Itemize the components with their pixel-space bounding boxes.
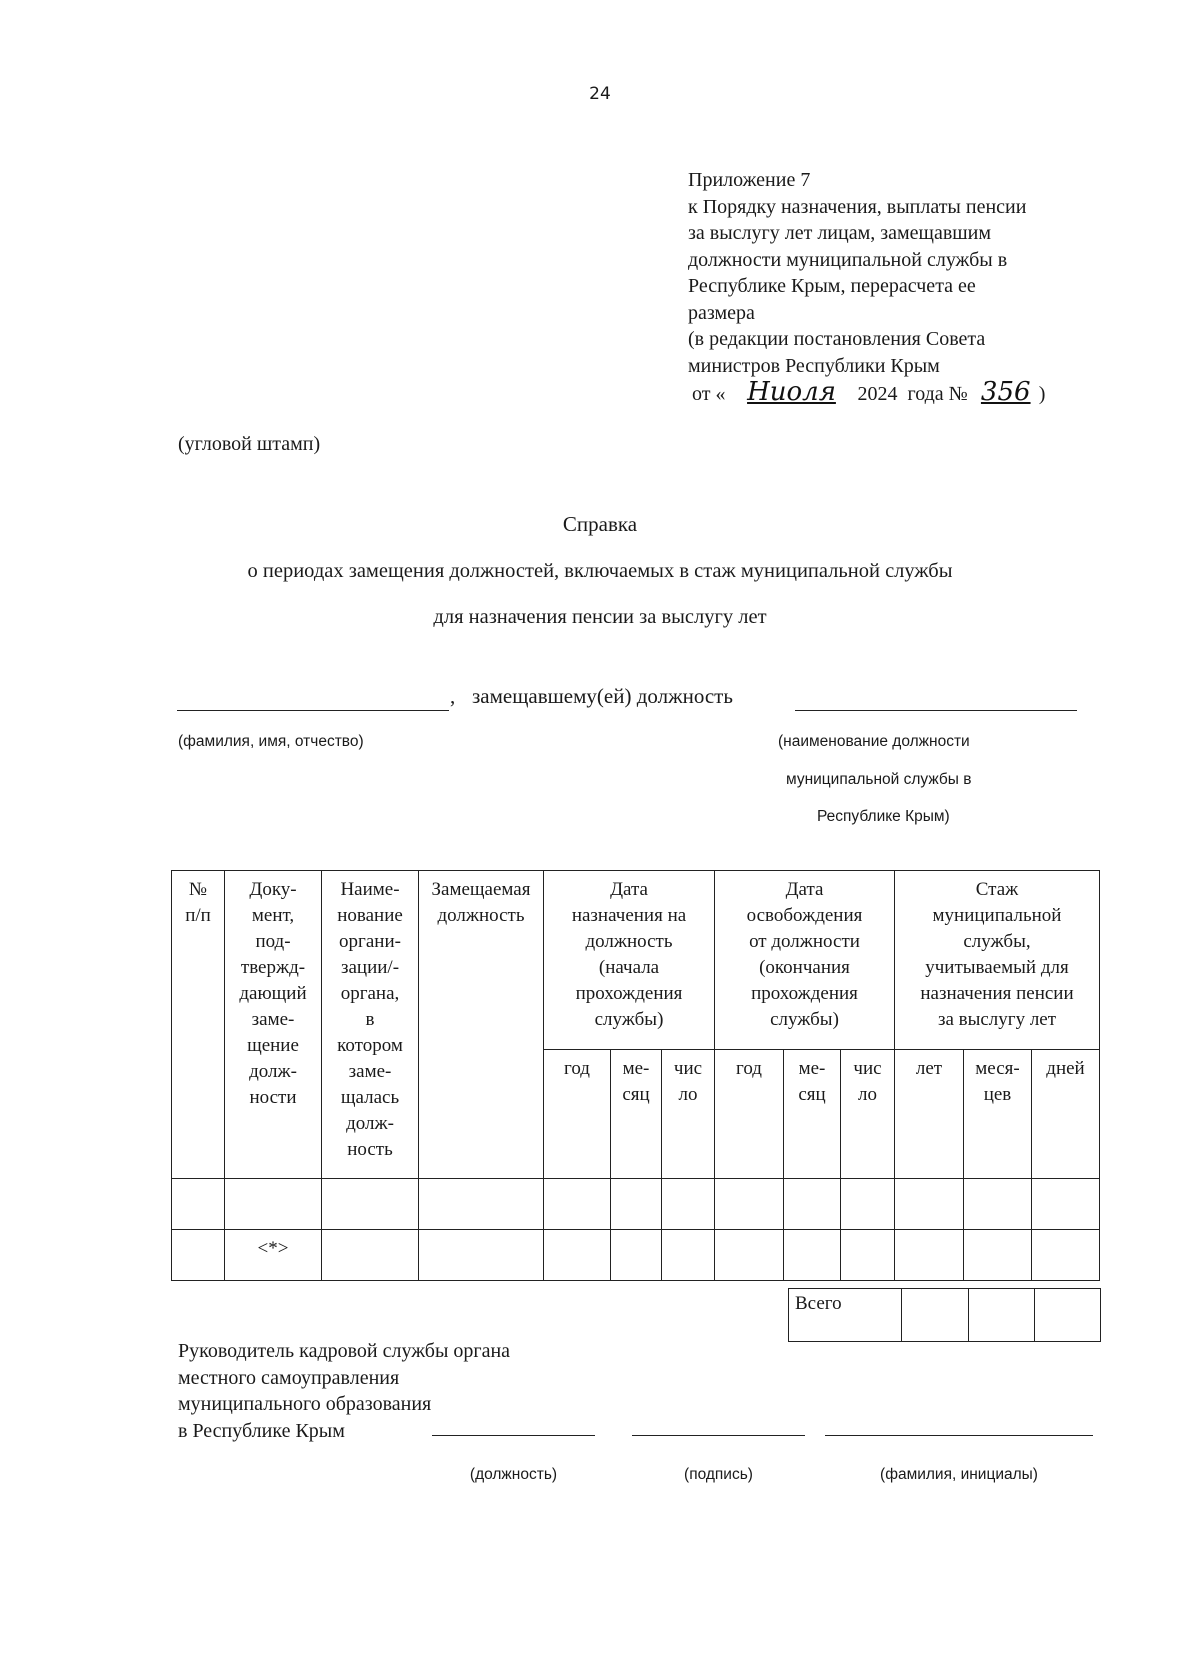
date-suffix: )	[1038, 383, 1046, 405]
appendix-line: Республике Крым, перерасчета ее	[688, 275, 976, 297]
label-position-line-1: (наименование должности	[778, 733, 970, 750]
appendix-line: к Порядку назначения, выплаты пенсии	[688, 195, 1027, 218]
signatory-line: местного самоуправления	[178, 1366, 400, 1389]
date-mid: года №	[907, 383, 968, 405]
appendix-line: размера	[688, 301, 755, 324]
total-row	[789, 1289, 1101, 1342]
subheader-start-year: год	[544, 1050, 611, 1179]
table-header-row	[172, 871, 1100, 1050]
total-label: Всего	[789, 1289, 902, 1342]
total-years-cell	[902, 1289, 969, 1342]
signatory-line: в Республике Крым	[178, 1419, 345, 1442]
signature-line-name	[825, 1435, 1093, 1436]
signature-line-position	[432, 1435, 595, 1436]
subheader-days: дней	[1032, 1050, 1100, 1179]
subheader-years: лет	[895, 1050, 964, 1179]
header-position: Замещаемая должность	[419, 871, 544, 1179]
header-start-date: Дата назначения на должность (начала прохождения службы)	[544, 871, 715, 1050]
subheader-end-day: чис ло	[841, 1050, 895, 1179]
label-position-line-3: Республике Крым)	[817, 808, 950, 825]
footnote-marker: <*>	[225, 1230, 322, 1281]
appendix-line: Приложение 7	[688, 169, 811, 191]
subheader-months: меся- цев	[964, 1050, 1032, 1179]
label-initials: (фамилия, инициалы)	[880, 1466, 1038, 1483]
position-name-blank	[795, 684, 1077, 710]
table-row	[172, 1179, 1100, 1230]
page-number: 24	[589, 84, 611, 104]
signatory-block	[178, 1338, 510, 1444]
name-comma: ,	[450, 684, 456, 708]
subheader-end-month: ме- сяц	[784, 1050, 841, 1179]
table-row	[172, 1230, 1100, 1281]
header-number: № п/п	[172, 871, 225, 1179]
label-signature: (подпись)	[684, 1466, 753, 1483]
subheader-start-month: ме- сяц	[611, 1050, 662, 1179]
appendix-line: министров Республики Крым	[688, 354, 940, 377]
date-prefix: от «	[692, 383, 726, 405]
total-days-cell	[1035, 1289, 1101, 1342]
resolution-date-line	[688, 379, 1045, 408]
total-table	[788, 1288, 1101, 1342]
label-position-line-2: муниципальной службы в	[786, 771, 972, 788]
handwritten-date: Ниоля	[747, 377, 836, 407]
appendix-line: должности муниципальной службы в	[688, 248, 1008, 271]
header-organization: Наиме- нование органи- зации/- органа, в котором заме- щалась долж- ность	[322, 871, 419, 1179]
appendix-line: (в редакции постановления Совета	[688, 328, 986, 350]
header-end-date: Дата освобождения от должности (окончания прохождения службы)	[715, 871, 895, 1050]
appendix-line: за выслугу лет лицам, замещавшим	[688, 222, 992, 244]
signature-line-signature	[632, 1435, 805, 1436]
full-name-blank	[177, 684, 449, 710]
document-subtitle-line-1: о периодах замещения должностей, включаемых в стаж муниципальной службы	[247, 560, 953, 582]
header-service-length: Стаж муниципальной службы, учитываемый для назначения пенсии за выслугу лет	[895, 871, 1100, 1050]
held-position-text: замещавшему(ей) должность	[472, 684, 733, 708]
date-year: 2024	[857, 383, 898, 405]
service-periods-table	[171, 870, 1100, 1281]
subheader-start-day: чис ло	[662, 1050, 715, 1179]
subheader-end-year: год	[715, 1050, 784, 1179]
label-position: (должность)	[469, 1466, 558, 1483]
total-months-cell	[969, 1289, 1035, 1342]
appendix-header	[688, 167, 1045, 408]
signatory-line: Руководитель кадровой службы органа	[178, 1340, 511, 1362]
corner-stamp-label: (угловой штамп)	[178, 433, 321, 455]
document-title: Справка	[562, 512, 638, 536]
handwritten-number: 356	[980, 377, 1031, 407]
label-full-name: (фамилия, имя, отчество)	[178, 733, 364, 750]
signatory-line: муниципального образования	[178, 1393, 432, 1415]
header-document: Доку- мент, под- твержд- дающий заме- щение долж- ности	[225, 871, 322, 1179]
document-subtitle-line-2: для назначения пенсии за выслугу лет	[433, 606, 767, 628]
